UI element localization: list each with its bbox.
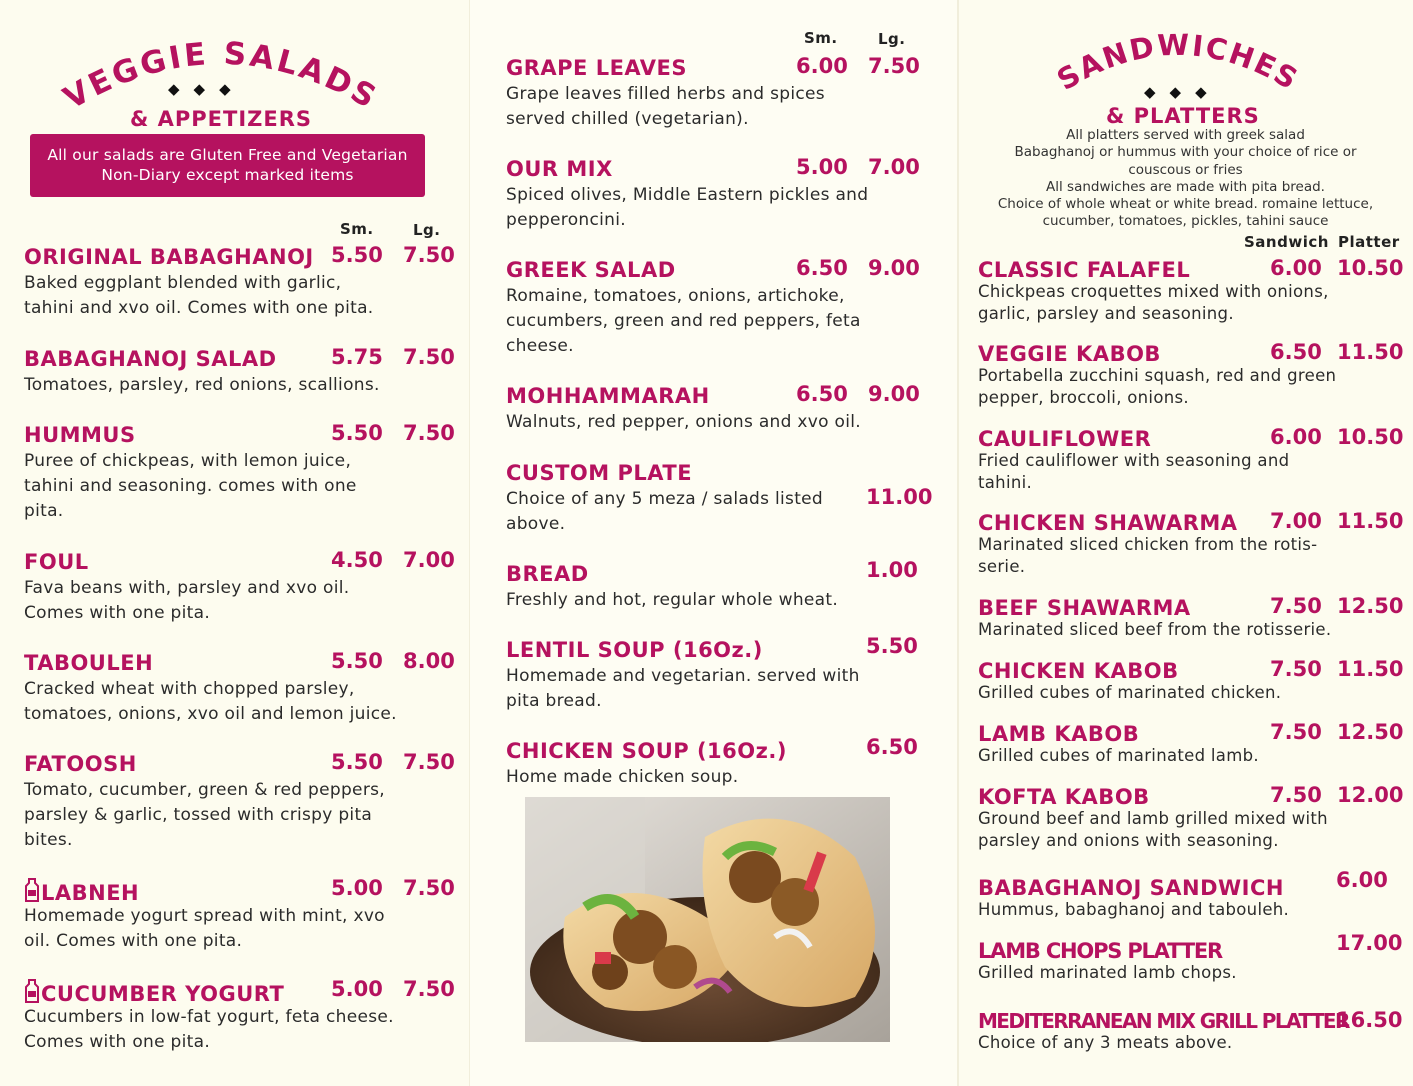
item-name: GREEK SALAD: [506, 258, 676, 282]
veggie-salads-panel: [0, 0, 470, 1086]
item-price-small: 6.50: [796, 256, 848, 280]
item-description: Cracked wheat with chopped parsley, tomatoes, onions, xvo oil and lemon juice.: [24, 679, 397, 724]
item-price-large: 7.00: [868, 155, 920, 179]
item-price-small: 7.50: [1270, 657, 1322, 681]
item-price-large: 7.50: [403, 243, 455, 267]
item-description: Grape leaves filled herbs and spices served chilled (vegetarian).: [506, 84, 825, 129]
item-price: 11.00: [866, 485, 933, 509]
item-description: Portabella zucchini squash, red and green pepper, broccoli, onions.: [978, 366, 1337, 407]
item-name: TABOULEH: [24, 651, 154, 675]
item-name: VEGGIE KABOB: [978, 342, 1161, 366]
falafel-pita-photo: [525, 797, 890, 1042]
item-name: CUCUMBER YOGURT: [24, 979, 284, 1008]
item-price-large: 12.50: [1337, 594, 1404, 618]
item-name: LAMB KABOB: [978, 722, 1140, 746]
item-price-small: 5.50: [331, 243, 383, 267]
item-price-large: 9.00: [868, 382, 920, 406]
item-price-small: 5.00: [796, 155, 848, 179]
item-description: Spiced olives, Middle Eastern pickles and pepperoncini.: [506, 185, 869, 230]
item-name: BEEF SHAWARMA: [978, 596, 1191, 620]
item-price-small: 7.50: [1270, 720, 1322, 744]
item-description: Marinated sliced beef from the rotisserie.: [978, 620, 1332, 639]
item-price-small: 6.50: [1270, 340, 1322, 364]
item-description: Choice of any 3 meats above.: [978, 1033, 1233, 1052]
dairy-bottle-icon: [24, 878, 40, 907]
item-price-large: 9.00: [868, 256, 920, 280]
item-name: BREAD: [506, 562, 589, 586]
sandwiches-panel: [958, 0, 1413, 1086]
item-price: 5.50: [866, 634, 918, 658]
item-price-small: 5.50: [331, 649, 383, 673]
item-description: Grilled cubes of marinated chicken.: [978, 683, 1282, 702]
col-header-sm: Sm.: [804, 29, 838, 47]
item-description: Cucumbers in low-fat yogurt, feta cheese. Comes with one pita.: [24, 1007, 394, 1052]
item-name: ORIGINAL BABAGHANOJ: [24, 245, 314, 269]
item-description: Tomatoes, parsley, red onions, scallions.: [24, 375, 380, 395]
item-price-large: 8.00: [403, 649, 455, 673]
item-name: LABNEH: [24, 878, 139, 907]
item-price-small: 6.50: [796, 382, 848, 406]
item-name: CHICKEN KABOB: [978, 659, 1179, 683]
item-price-large: 7.50: [403, 977, 455, 1001]
col-header-sandwich: Sandwich: [1244, 233, 1329, 251]
col-header-sm: Sm.: [340, 220, 374, 238]
item-price-small: 5.50: [331, 750, 383, 774]
item-description: Chickpeas croquettes mixed with onions, garlic, parsley and seasoning.: [978, 282, 1329, 323]
item-description: Freshly and hot, regular whole wheat.: [506, 590, 839, 610]
item-name: CHICKEN SOUP (16Oz.): [506, 739, 787, 763]
section-subtitle: & PLATTERS: [1106, 104, 1260, 128]
item-description: Marinated sliced chicken from the rotis- serie.: [978, 535, 1318, 576]
item-name: GRAPE LEAVES: [506, 56, 687, 80]
item-price: 6.50: [866, 735, 918, 759]
item-name: BABAGHANOJ SALAD: [24, 347, 277, 371]
middle-panel: [470, 0, 958, 1086]
diamond-ornament: ◆◆◆: [168, 80, 245, 98]
item-price-large: 11.50: [1337, 509, 1404, 533]
item-price-small: 5.75: [331, 345, 383, 369]
item-price-small: 7.00: [1270, 509, 1322, 533]
item-name: CLASSIC FALAFEL: [978, 258, 1191, 282]
item-name: BABAGHANOJ SANDWICH: [978, 876, 1284, 900]
item-price-small: 5.50: [331, 421, 383, 445]
item-description: Home made chicken soup.: [506, 767, 739, 787]
item-price-small: 6.00: [1270, 425, 1322, 449]
item-price-large: 12.00: [1337, 783, 1404, 807]
dairy-bottle-icon: [24, 979, 40, 1008]
item-price-small: 6.00: [1270, 256, 1322, 280]
item-name: LAMB CHOPS PLATTER: [978, 939, 1222, 963]
item-name: MEDITERRANEAN MIX GRILL PLATTER: [978, 1009, 1349, 1033]
item-price-large: 7.50: [868, 54, 920, 78]
item-price-large: 7.50: [403, 750, 455, 774]
item-description: Grilled cubes of marinated lamb.: [978, 746, 1259, 765]
item-name: OUR MIX: [506, 157, 613, 181]
item-name: MOHHAMMARAH: [506, 384, 710, 408]
item-description: Fried cauliflower with seasoning and tahini.: [978, 451, 1290, 492]
item-price-large: 11.50: [1337, 340, 1404, 364]
item-price-small: 5.00: [331, 977, 383, 1001]
item-price-small: 6.00: [796, 54, 848, 78]
item-price-small: 5.00: [331, 876, 383, 900]
item-price: 1.00: [866, 558, 918, 582]
item-description: Baked eggplant blended with garlic, tahini and xvo oil. Comes with one pita.: [24, 273, 374, 318]
item-name: FOUL: [24, 550, 89, 574]
item-price: 17.00: [1336, 931, 1403, 955]
item-price-large: 7.50: [403, 876, 455, 900]
svg-text:VEGGIE SALADS: VEGGIE SALADS: [57, 35, 385, 115]
veggie-salads-title: [55, 30, 385, 115]
item-price-large: 11.50: [1337, 657, 1404, 681]
svg-text:SANDWICHES: SANDWICHES: [1051, 27, 1305, 97]
item-description: Romaine, tomatoes, onions, artichoke, cucumbers, green and red peppers, feta cheese.: [506, 286, 861, 356]
item-description: Choice of any 5 meza / salads listed above.: [506, 489, 824, 534]
item-description: Ground beef and lamb grilled mixed with parsley and onions with seasoning.: [978, 809, 1328, 850]
item-name: HUMMUS: [24, 423, 136, 447]
col-header-platter: Platter: [1338, 233, 1400, 251]
item-price-large: 12.50: [1337, 720, 1404, 744]
item-name: CUSTOM PLATE: [506, 461, 693, 485]
item-price-large: 7.50: [403, 345, 455, 369]
diamond-ornament: ◆◆◆: [1144, 83, 1221, 101]
item-price: 6.00: [1336, 868, 1388, 892]
item-description: Homemade and vegetarian. served with pita bread.: [506, 666, 860, 711]
item-price-large: 10.50: [1337, 256, 1404, 280]
gluten-free-note: All our salads are Gluten Free and Vegetarian Non-Diary except marked items: [30, 134, 425, 197]
item-name: CHICKEN SHAWARMA: [978, 511, 1238, 535]
col-header-lg: Lg.: [878, 30, 906, 48]
item-description: Tomato, cucumber, green & red peppers, parsley & garlic, tossed with crispy pita bites.: [24, 780, 385, 850]
item-price-large: 7.00: [403, 548, 455, 572]
item-price-small: 7.50: [1270, 783, 1322, 807]
item-name: CAULIFLOWER: [978, 427, 1152, 451]
platter-intro: All platters served with greek salad Babaghanoj or hummus with your choice of rice or couscous or fries All sandwiches are made with pita bread. Choice of whole wheat or white bread. romaine lettuce, cucumber, tomatoes, pickles, tahini sauce: [997, 127, 1374, 230]
item-name: FATOOSH: [24, 752, 137, 776]
item-price-small: 7.50: [1270, 594, 1322, 618]
item-description: Puree of chickpeas, with lemon juice, tahini and seasoning. comes with one pita.: [24, 451, 357, 521]
item-description: Walnuts, red pepper, onions and xvo oil.: [506, 412, 861, 432]
item-description: Homemade yogurt spread with mint, xvo oil. Comes with one pita.: [24, 906, 385, 951]
item-price-large: 7.50: [403, 421, 455, 445]
item-price-small: 4.50: [331, 548, 383, 572]
item-description: Grilled marinated lamb chops.: [978, 963, 1237, 982]
item-name: KOFTA KABOB: [978, 785, 1150, 809]
section-subtitle: & APPETIZERS: [130, 107, 313, 131]
item-price-large: 10.50: [1337, 425, 1404, 449]
item-name: LENTIL SOUP (16Oz.): [506, 638, 763, 662]
item-description: Fava beans with, parsley and xvo oil. Comes with one pita.: [24, 578, 350, 623]
item-price: 16.50: [1336, 1008, 1403, 1032]
col-header-lg: Lg.: [413, 221, 441, 239]
item-description: Hummus, babaghanoj and tabouleh.: [978, 900, 1290, 919]
